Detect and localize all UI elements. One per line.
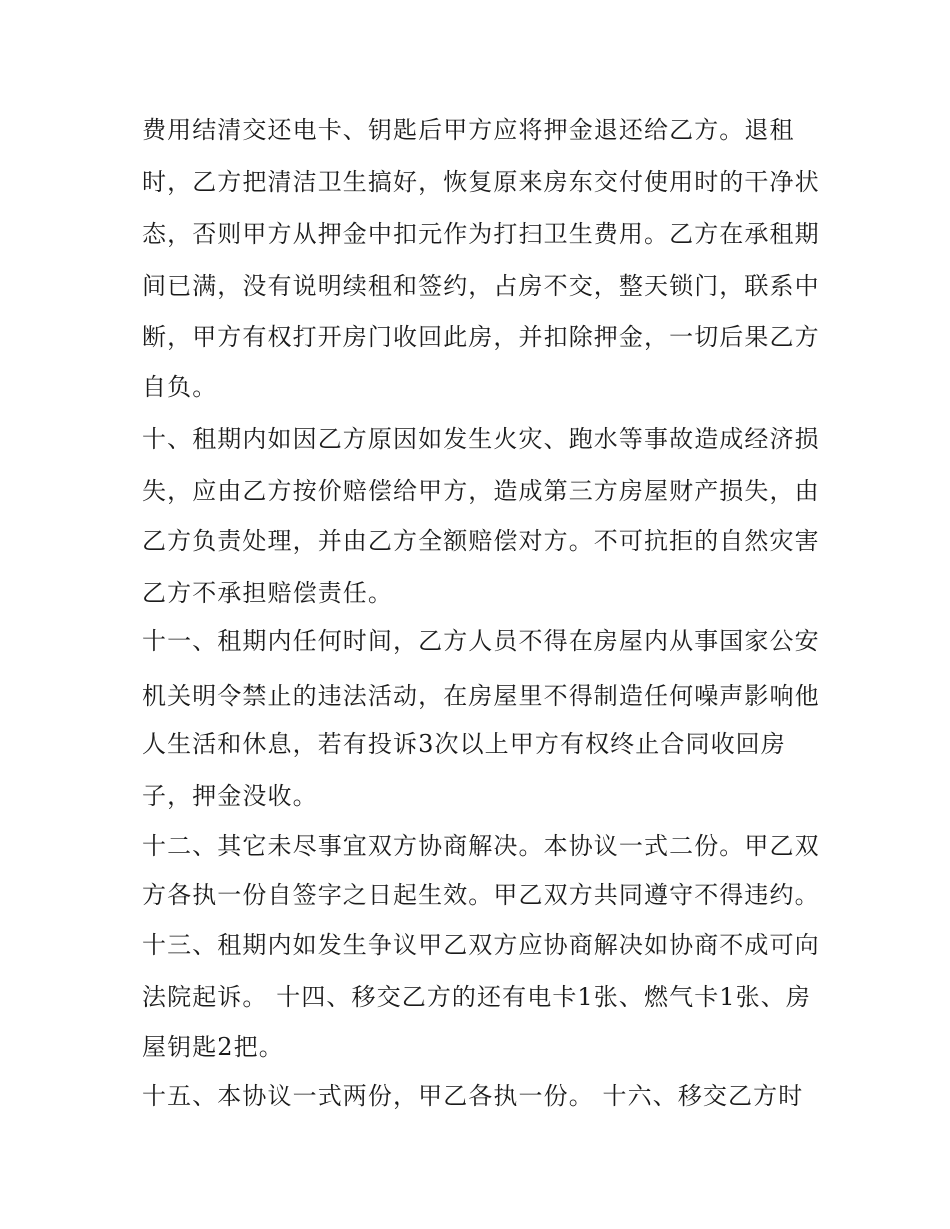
text-line: 十三、租期内如发生争议甲乙双方应协商解决如协商不成可向 <box>142 931 820 959</box>
text-line: 乙方负责处理，并由乙方全额赔偿对方。不可抗拒的自然灾害 <box>142 527 820 555</box>
text-line: 方各执一份自签字之日起生效。甲乙双方共同遵守不得违约。 <box>142 881 820 909</box>
text-line: 十、租期内如因乙方原因如发生火灾、跑水等事故造成经济损 <box>142 425 820 453</box>
text-line: 屋钥匙2把。 <box>142 1033 284 1061</box>
text-line: 机关明令禁止的违法活动，在房屋里不得制造任何噪声影响他 <box>142 682 820 710</box>
text-line: 失，应由乙方按价赔偿给甲方，造成第三方房屋财产损失，由 <box>142 477 820 505</box>
text-line: 子，押金没收。 <box>142 782 318 810</box>
text-line: 法院起诉。 十四、移交乙方的还有电卡1张、燃气卡1张、房 <box>142 983 811 1011</box>
text-line: 人生活和休息，若有投诉3次以上甲方有权终止合同收回房 <box>142 730 786 758</box>
text-line: 十五、本协议一式两份，甲乙各执一份。 十六、移交乙方时 <box>142 1082 804 1110</box>
text-line: 时，乙方把清洁卫生搞好，恢复原来房东交付使用时的干净状 <box>142 168 820 196</box>
text-line: 态，否则甲方从押金中扣元作为打扫卫生费用。乙方在承租期 <box>142 220 820 248</box>
text-line: 间已满，没有说明续租和签约，占房不交，整天锁门，联系中 <box>142 272 820 300</box>
text-line: 断，甲方有权打开房门收回此房，并扣除押金，一切后果乙方 <box>142 323 820 351</box>
text-line: 十一、租期内任何时间，乙方人员不得在房屋内从事国家公安 <box>142 627 820 655</box>
text-line: 自负。 <box>142 373 218 401</box>
text-line: 费用结清交还电卡、钥匙后甲方应将押金退还给乙方。退租 <box>142 116 795 144</box>
text-line: 乙方不承担赔偿责任。 <box>142 579 393 607</box>
text-line: 十二、其它未尽事宜双方协商解决。本协议一式二份。甲乙双 <box>142 832 820 860</box>
